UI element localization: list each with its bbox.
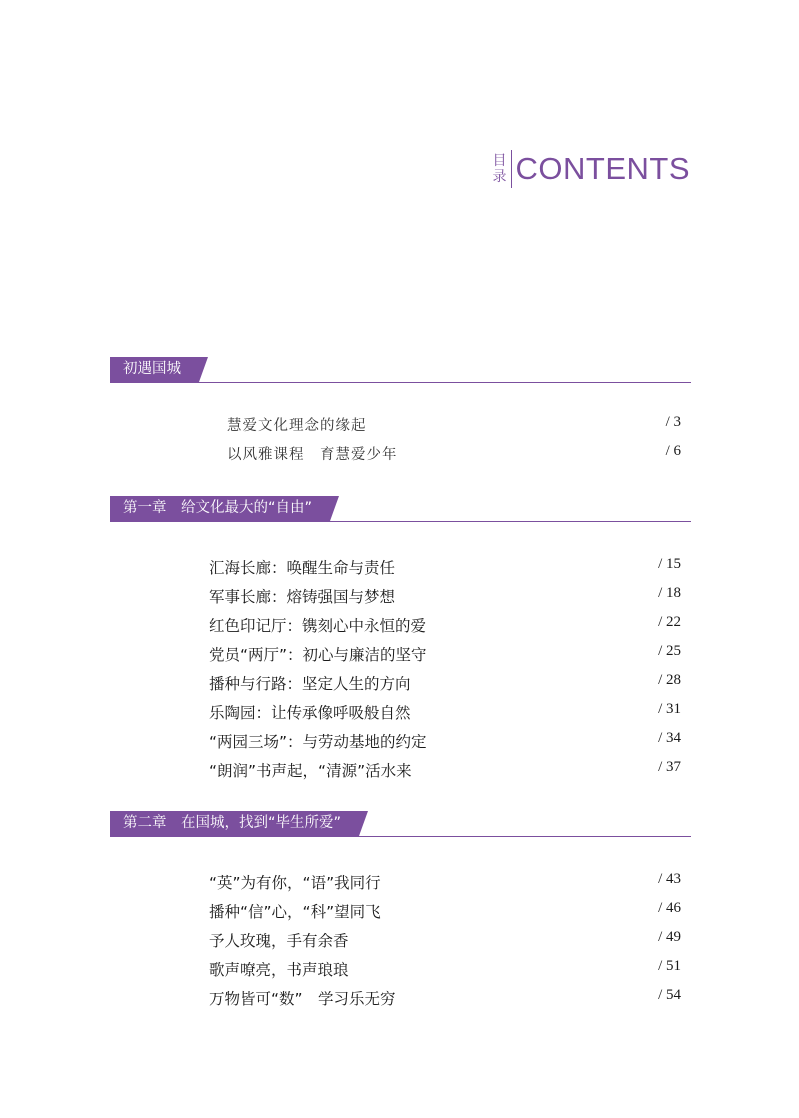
toc-header [493, 150, 691, 188]
header-divider [511, 150, 512, 188]
entry-title: 慧爱文化理念的缘起 [227, 418, 367, 434]
entry-page: / 34 [658, 730, 681, 746]
entry-title: 党员“两厅”：初心与廉洁的坚守 [209, 646, 427, 664]
entry-title: 红色印记厅：镌刻心中永恒的爱 [209, 617, 427, 635]
toc-entry[interactable] [110, 929, 691, 955]
toc-entry[interactable] [110, 585, 691, 611]
entry-page: / 37 [658, 759, 681, 775]
entry-title: 汇海长廊：唤醒生命与责任 [209, 559, 396, 577]
toc-entry[interactable] [110, 900, 691, 926]
toc-entry[interactable] [110, 701, 691, 727]
entry-page: / 25 [658, 643, 681, 659]
entry-page: / 54 [658, 987, 681, 1003]
toc-section-chapter-1 [110, 496, 691, 780]
toc-entry[interactable] [110, 443, 691, 469]
toc-section-prologue [110, 357, 691, 463]
mulu-label [493, 153, 507, 185]
toc-entry[interactable] [110, 958, 691, 984]
entry-page: / 49 [658, 929, 681, 945]
toc-entry[interactable] [110, 759, 691, 785]
entry-title: 播种“信”心，“科”望同飞 [209, 903, 381, 921]
section-rule [110, 382, 691, 383]
toc-entry[interactable] [110, 556, 691, 582]
entry-title: 歌声嘹亮，书声琅琅 [209, 961, 349, 979]
entry-page: / 15 [658, 556, 681, 572]
entry-page: / 6 [665, 443, 681, 459]
toc-section-chapter-2 [110, 811, 691, 1008]
entry-page: / 46 [658, 900, 681, 916]
entry-page: / 51 [658, 958, 681, 974]
section-title: 第一章 给文化最大的“自由” [110, 496, 330, 521]
toc-entry[interactable] [110, 643, 691, 669]
contents-title: CONTENTS [515, 151, 690, 186]
toc-entry[interactable] [110, 672, 691, 698]
entry-title: “两园三场”：与劳动基地的约定 [209, 733, 427, 751]
section-header [110, 357, 691, 383]
toc-entry[interactable] [110, 987, 691, 1013]
entry-page: / 22 [658, 614, 681, 630]
section-rule [110, 521, 691, 522]
entry-page: / 3 [665, 414, 681, 430]
entry-title: 万物皆可“数” 学习乐无穷 [209, 990, 396, 1008]
section-header [110, 811, 691, 837]
section-title: 第二章 在国城，找到“毕生所爱” [110, 811, 359, 836]
entry-title: “朗润”书声起，“清源”活水来 [209, 762, 412, 780]
toc-entry[interactable] [110, 614, 691, 640]
entry-title: 予人玫瑰，手有余香 [209, 932, 349, 950]
section-rule [110, 836, 691, 837]
entry-title: “英”为有你，“语”我同行 [209, 874, 381, 892]
mulu-bottom-char: 录 [492, 169, 507, 185]
section-header [110, 496, 691, 522]
entry-page: / 31 [658, 701, 681, 717]
toc-entry[interactable] [110, 871, 691, 897]
entry-title: 以风雅课程 育慧爱少年 [227, 447, 398, 463]
entry-page: / 28 [658, 672, 681, 688]
mulu-top-char: 目 [492, 153, 507, 169]
toc-entry[interactable] [110, 414, 691, 440]
entry-title: 乐陶园：让传承像呼吸般自然 [209, 704, 411, 722]
entry-page: / 43 [658, 871, 681, 887]
entry-title: 军事长廊：熔铸强国与梦想 [209, 588, 396, 606]
entry-title: 播种与行路：坚定人生的方向 [209, 675, 411, 693]
section-title: 初遇国城 [110, 357, 199, 382]
entry-page: / 18 [658, 585, 681, 601]
toc-entry[interactable] [110, 730, 691, 756]
